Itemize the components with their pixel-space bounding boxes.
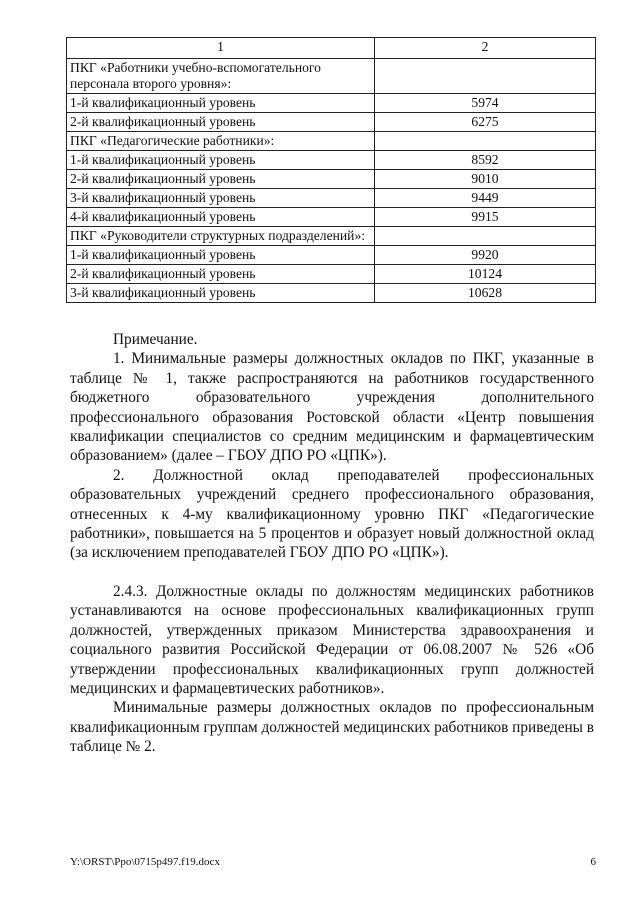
row-label: 3-й квалификационный уровень	[67, 189, 375, 208]
page-number: 6	[590, 856, 596, 868]
table-row	[67, 132, 596, 151]
row-value: 9915	[375, 208, 596, 227]
row-label: 1-й квалификационный уровень	[67, 94, 375, 113]
row-value: 5974	[375, 94, 596, 113]
section-2-4-3-paragraph-2: Минимальные размеры должностных окладов по профессиональным квалификационным группам должностей медицинских работников приведены в таблице № 2.	[70, 699, 594, 756]
row-value: 6275	[375, 113, 596, 132]
row-label: 2-й квалификационный уровень	[67, 170, 375, 189]
table-row	[67, 59, 596, 94]
notes-block	[70, 330, 594, 757]
row-label: ПКГ «Руководители структурных подразделений»:	[67, 227, 375, 246]
table-row	[67, 265, 596, 284]
row-value: 9920	[375, 246, 596, 265]
row-label: 4-й квалификационный уровень	[67, 208, 375, 227]
table-row	[67, 284, 596, 303]
note-item-2: 2. Должностной оклад преподавателей профессиональных образовательных учреждений среднего профессионального образования, отнесенных к 4-му квалификационному уровню ПКГ «Педагогические работники», повышается на 5 процентов и образует новый должностной оклад (за исключением преподавателей ГБОУ ДПО РО «ЦПК»).	[70, 466, 594, 562]
salary-table	[66, 37, 596, 303]
row-label: 3-й квалификационный уровень	[67, 284, 375, 303]
table-row	[67, 227, 596, 246]
note-title: Примечание.	[113, 331, 198, 348]
table-header-row	[67, 38, 596, 59]
table-row	[67, 151, 596, 170]
row-label: 1-й квалификационный уровень	[67, 151, 375, 170]
table-row	[67, 189, 596, 208]
section-2-4-3-paragraph: 2.4.3. Должностные оклады по должностям медицинских работников устанавливаются на основе профессиональных квалификационных групп должностей, утвержденных приказом Министерства здравоохранения и социального развития Российской Федерации от 06.08.2007 № 526 «Об утверждении профессиональных квалификационных групп должностей медицинских и фармацевтических работников».	[70, 582, 594, 697]
row-label: 1-й квалификационный уровень	[67, 246, 375, 265]
page-footer	[70, 856, 596, 868]
column-header-2: 2	[375, 38, 596, 59]
row-value	[375, 132, 596, 151]
row-value	[375, 227, 596, 246]
column-header-1: 1	[67, 38, 375, 59]
table-row	[67, 246, 596, 265]
row-value: 9010	[375, 170, 596, 189]
table-row	[67, 208, 596, 227]
row-value: 8592	[375, 151, 596, 170]
note-item-1: 1. Минимальные размеры должностных окладов по ПКГ, указанные в таблице № 1, также распространяются на работников государственного бюджетного образовательного учреждения дополнительного профессионального образования Ростовской области «Центр повышения квалификации специалистов со средним медицинским и фармацевтическим образованием» (далее – ГБОУ ДПО РО «ЦПК»).	[70, 350, 594, 465]
row-label: ПКГ «Педагогические работники»:	[67, 132, 375, 151]
file-path: Y:\ORST\Ppo\0715p497.f19.docx	[70, 856, 220, 868]
row-value: 10124	[375, 265, 596, 284]
row-label: 2-й квалификационный уровень	[67, 113, 375, 132]
row-value: 9449	[375, 189, 596, 208]
row-value	[375, 59, 596, 94]
row-value: 10628	[375, 284, 596, 303]
table-row	[67, 113, 596, 132]
table-row	[67, 170, 596, 189]
row-label: 2-й квалификационный уровень	[67, 265, 375, 284]
row-label: ПКГ «Работники учебно-вспомогательного персонала второго уровня»:	[67, 59, 375, 94]
table-row	[67, 94, 596, 113]
